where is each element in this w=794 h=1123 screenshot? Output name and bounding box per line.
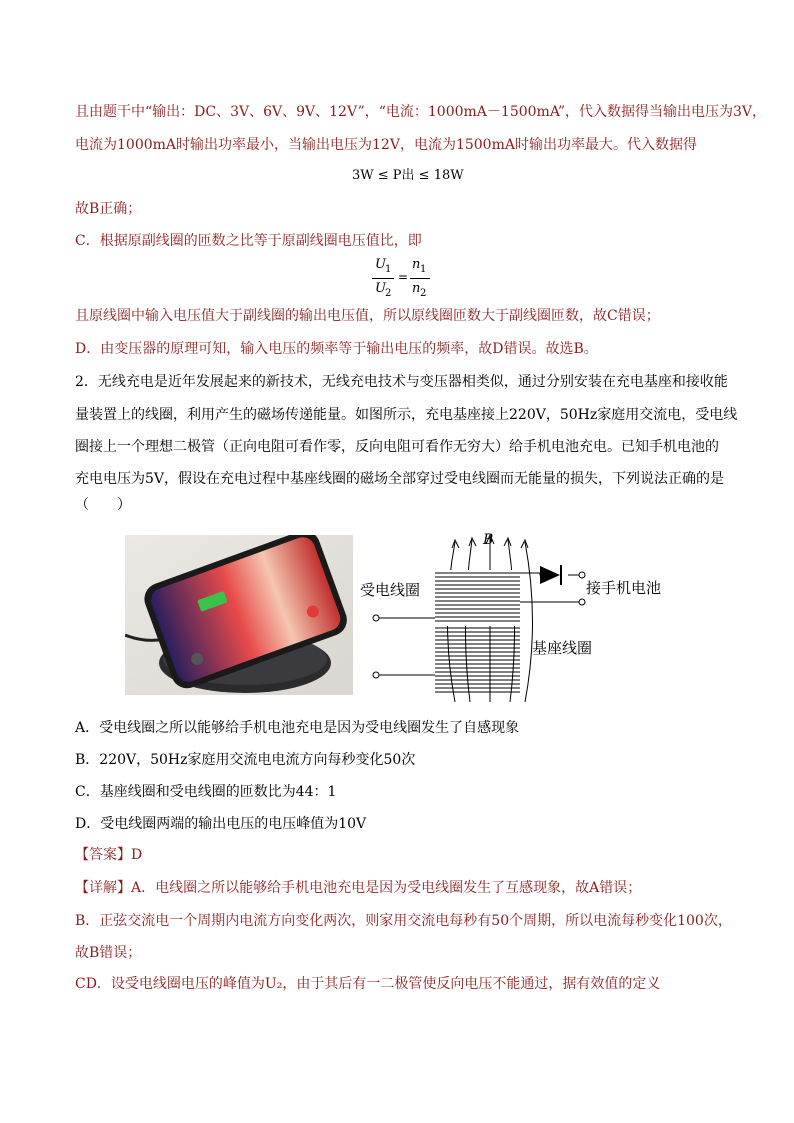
question-line-1: 2．无线充电是近年发展起来的新技术，无线充电技术与变压器相类似，通过分别安装在充电基座和接收能 [75, 374, 728, 390]
coil-diagram [360, 532, 680, 707]
voltage-ratio-fraction: U 1 U 2 = n 1 n 2 [372, 257, 452, 303]
solution-line-6: D．由变压器的原理可知，输入电压的频率等于输出电压的频率，故D错误。故选B。 [75, 341, 598, 357]
solution-line-1: 且由题干中“输出：DC、3V、6V、9V、12V”，“电流：1000mA－1500mA”，代入数据得当输出电压为3V， [75, 104, 767, 120]
solution-line-2: 电流为1000mA时输出功率最小，当输出电压为12V，电流为1500mA时输出功率最大。代入数据得 [75, 137, 697, 153]
option-c: C．基座线圈和受电线圈的匝数比为44：1 [75, 784, 337, 800]
solution-line-4: C．根据原副线圈的匝数之比等于原副线圈电压值比，即 [75, 233, 422, 249]
option-b: B．220V，50Hz家庭用交流电电流方向每秒变化50次 [75, 752, 416, 768]
question-line-5: （ ） [75, 497, 131, 513]
explanation-line-3: 故B错误； [75, 945, 142, 961]
question-line-4: 充电电压为5V，假设在充电过程中基座线圈的磁场全部穿过受电线圈而无能量的损失，下列说法正确的是 [75, 471, 725, 487]
phone-charger-photo [125, 535, 353, 695]
receive-coil-label: 受电线圈 [360, 581, 421, 599]
magnetic-field-label: B [483, 532, 494, 548]
base-coil-label: 基座线圈 [532, 639, 593, 657]
option-d: D．受电线圈两端的输出电压的电压峰值为10V [75, 816, 367, 832]
option-a: A．受电线圈之所以能够给手机电池充电是因为受电线圈发生了自感现象 [75, 720, 520, 736]
phone-battery-label: 接手机电池 [586, 579, 662, 597]
question-line-3: 圈接上一个理想二极管（正向电阻可看作零，反向电阻可看作无穷大）给手机电池充电。已知手机电池的 [75, 439, 719, 455]
explanation-line-1: 【详解】A．电线圈之所以能够给手机电池充电是因为受电线圈发生了互感现象，故A错误； [75, 880, 642, 896]
solution-line-3: 故B正确； [75, 201, 142, 217]
solution-line-5: 且原线圈中输入电压值大于副线圈的输出电压值，所以原线圈匝数大于副线圈匝数，故C错误； [75, 308, 660, 324]
explanation-line-4: CD．设受电线圈电压的峰值为U₂，由于其后有一二极管使反向电压不能通过，据有效值的定义 [75, 976, 661, 992]
answer: 【答案】D [75, 847, 143, 863]
question-line-2: 量装置上的线圈，利用产生的磁场传递能量。如图所示，充电基座接上220V，50Hz家庭用交流电，受电线 [75, 407, 738, 423]
power-inequality: 3W ≤ P出 ≤ 18W [352, 168, 464, 183]
explanation-line-2: B．正弦交流电一个周期内电流方向变化两次，则家用交流电每秒有50个周期，所以电流每秒变化100次， [75, 913, 732, 929]
